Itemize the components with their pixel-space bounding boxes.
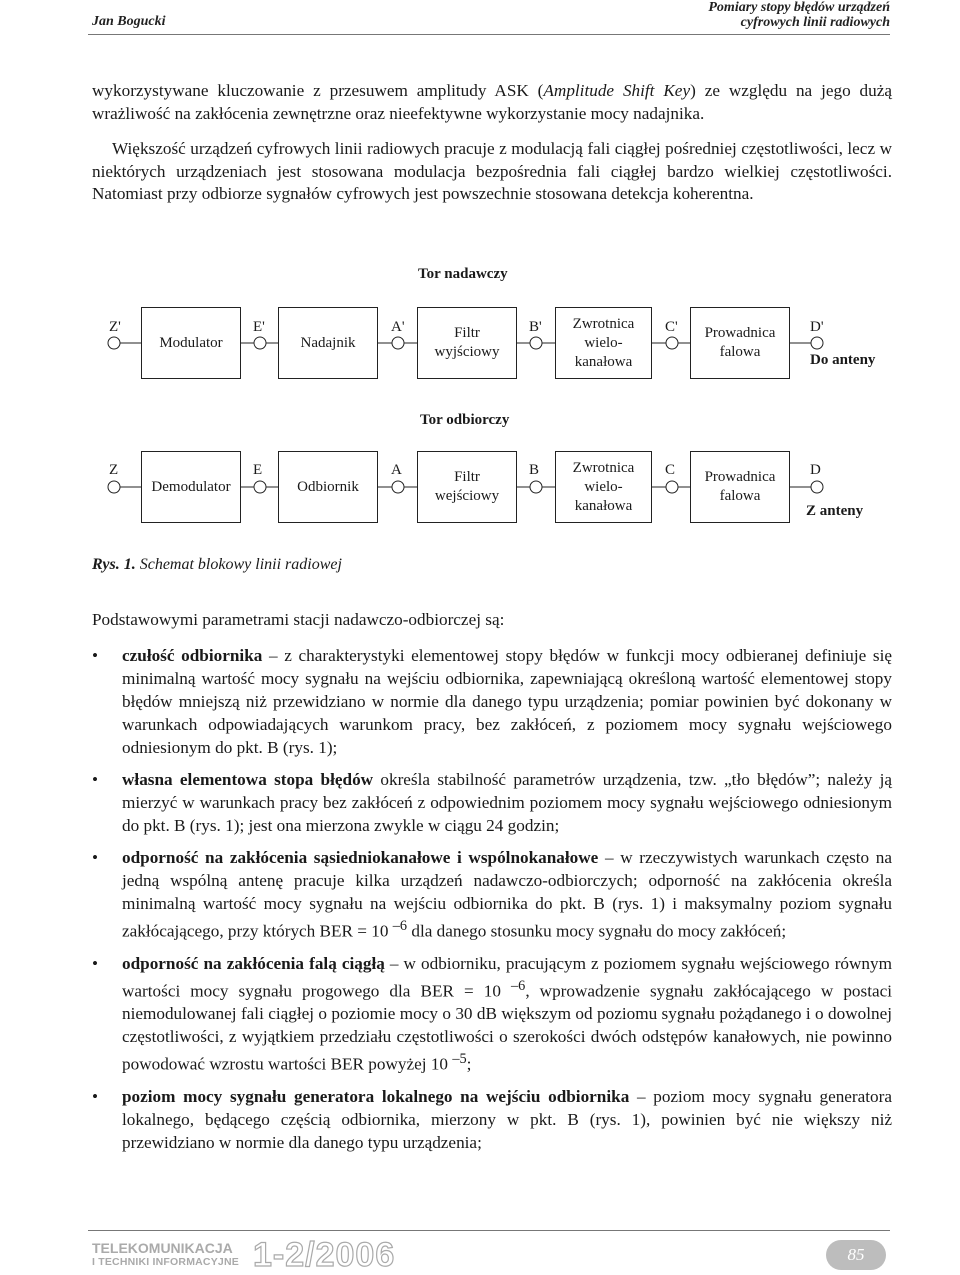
node-circle-tx-2 [392, 337, 404, 349]
list-item-term: odporność na zakłócenia falą ciągłą [122, 953, 385, 973]
node-circle-tx-5 [811, 337, 823, 349]
list-item [92, 768, 892, 837]
node-label-tx-4: C' [665, 319, 678, 335]
list-item-term: poziom mocy sygnału generatora lokalnego na wejściu odbiornika [122, 1087, 630, 1107]
node-circle-tx-0 [108, 337, 120, 349]
list-item-text-tail: , wprowadzenie sygnału zakłócającego w postaci niemodulowanej fali ciągłej o poziomie mocy o 30 dB większym od poziomu sygnału pożądanego i o dowolnej częstotliwości, z wyjątkiem przedziału częstotliwości o szerokości dwóch odstępów kanałowych, nie powinno powodować wzrostu wartości BER powyżej 10 [122, 981, 893, 1075]
list-item-text: – w odbiorniku, pracującym z poziomem sygnału wejściowego równym wartości mocy sygnału progowego dla BER = 10 [122, 953, 892, 1001]
running-header-title-line2: cyfrowych linii radiowych [740, 15, 890, 30]
list-item-text-tail: dla danego stosunku mocy sygnału do mocy zakłóceń; [407, 921, 787, 941]
node-circle-rx-1 [254, 481, 266, 493]
list-item-term: odporność na zakłócenia sąsiedniokanałowe i wspólnokanałowe [122, 848, 599, 867]
list-item-text-tail-2: ; [466, 1055, 472, 1075]
figure-caption [92, 556, 342, 574]
list-item-exponent: –6 [392, 918, 408, 934]
bullet-icon: • [92, 770, 99, 789]
block-filtr-wejsciowy: Filtr wejściowy [417, 451, 517, 523]
antenna-label-rx: Z anteny [806, 503, 864, 519]
block-prowadnica-tx: Prowadnica falowa [690, 307, 790, 379]
journal-logo [92, 1241, 239, 1269]
bullet-icon: • [92, 953, 99, 973]
list-item [92, 1085, 892, 1154]
bullet-icon: • [92, 1087, 99, 1107]
list-item [92, 846, 892, 943]
block-filtr-wyjsciowy: Filtr wyjściowy [417, 307, 517, 379]
list-item-exponent: –6 [510, 977, 526, 994]
page-number: 85 [826, 1240, 886, 1270]
antenna-label-tx: Do anteny [810, 352, 876, 368]
node-label-rx-1: E [253, 462, 263, 478]
block-odbiornik: Odbiornik [278, 451, 378, 523]
paragraph-2: Większość urządzeń cyfrowych linii radiowych pracuje z modulacją fali ciągłej pośredniej częstotliwości, lecz w niektórych urządzeniach jest stosowana modulacja bezpośrednia fali ciągłej bardzo wielkiej częstotliwości. Natomiast przy odbiorze sygnałów cyfrowych jest powszechnie stosowana detekcja koherentna. [92, 139, 892, 203]
diagram-tx-title: Tor nadawczy [418, 266, 508, 282]
list-item [92, 952, 892, 1076]
paragraph-1-italic: Amplitude Shift Key [543, 81, 691, 100]
node-label-tx-3: B' [529, 319, 542, 335]
node-label-rx-3: B [529, 462, 540, 478]
node-circle-rx-3 [530, 481, 542, 493]
list-item-text: – w rzeczywistych warunkach często na jedną wspólną antenę pracuje kilka urządzeń nadawczo-odbiorczych; odporność na zakłócenia określa minimalną wartość mocy sygnału na wejściu odbiornika do pkt. B (rys. 1) i maksymalny poziom sygnału zakłócającego, przy których BER = 10 [122, 848, 893, 941]
block-zwrotnica-tx: Zwrotnica wielo- kanałowa [555, 307, 652, 379]
figure-caption-label: Rys. 1. [92, 556, 136, 573]
bullet-icon: • [92, 646, 99, 665]
figure-caption-text: Schemat blokowy linii radiowej [139, 556, 342, 573]
list-item-text: – poziom mocy sygnału generatora lokalnego, będącego częścią odbiornika, mierzony w pkt. B (rys. 1), powinien być nie większy niż przewidziano w normie dla danego typu urządzenia; [122, 1087, 892, 1153]
footer-rule [88, 1230, 890, 1231]
node-label-rx-5: D [810, 462, 821, 478]
paragraph-1-post: ) ze względu na jego dużą wrażliwość na zakłócenia zewnętrzne oraz nieefektywne wykorzystanie mocy nadajnika. [92, 81, 892, 123]
block-modulator: Modulator [141, 307, 241, 379]
issue-number: 1-2/2006 [253, 1236, 396, 1274]
journal-name-line2: I TECHNIKI INFORMACYJNE [92, 1256, 239, 1268]
node-circle-tx-3 [530, 337, 542, 349]
node-label-tx-1: E' [253, 319, 265, 335]
journal-name-line1: TELEKOMUNIKACJA [92, 1240, 233, 1256]
node-circle-tx-1 [254, 337, 266, 349]
list-item-text: – z charakterystyki elementowej stopy błędów w funkcji mocy odbieranej definiuje się minimalną wartość mocy sygnału na wejściu odbiornika, zapewniającą określoną wartość elementowej stopy błędów mniejszą niż przewidziano w normie dla danego typu urządzenia; pomiar powinien być dokonany w warunkach odpowiadających warunkom pracy, bez zakłóceń, z poziomem mocy sygnału wejściowego odniesionym do pkt. B (rys. 1); [122, 646, 892, 757]
node-label-rx-2: A [391, 462, 402, 478]
block-prowadnica-rx: Prowadnica falowa [690, 451, 790, 523]
running-header-title-line1: Pomiary stopy błędów urządzeń [708, 0, 890, 15]
list-item-exponent-2: –5 [452, 1051, 467, 1068]
list-item-text: określa stabilność parametrów urządzenia, tzw. „tło błędów”; należy ją mierzyć w warunkach pracy bez zakłóceń z odpowiednim poziomem mocy sygnału wejściowego odniesionym do pkt. B (rys. 1); jest ona mierzona zwykle w ciągu 24 godzin; [122, 770, 892, 835]
list-item-term: własna elementowa stopa błędów [122, 770, 374, 789]
node-label-tx-5: D' [810, 319, 824, 335]
block-zwrotnica-rx: Zwrotnica wielo- kanałowa [555, 451, 652, 523]
list-item-term: czułość odbiornika [122, 646, 263, 665]
running-header-author: Jan Bogucki [92, 14, 166, 29]
block-nadajnik: Nadajnik [278, 307, 378, 379]
paragraph-1-pre: wykorzystywane kluczowanie z przesuwem amplitudy ASK ( [92, 81, 544, 100]
list-intro: Podstawowymi parametrami stacji nadawczo-odbiorczej są: [92, 610, 505, 629]
node-label-tx-0: Z' [109, 319, 121, 335]
node-circle-rx-5 [811, 481, 823, 493]
node-circle-tx-4 [666, 337, 678, 349]
parameter-list [92, 644, 892, 1163]
diagram-rx-title: Tor odbiorczy [420, 412, 510, 428]
node-circle-rx-4 [666, 481, 678, 493]
list-item [92, 644, 892, 759]
node-circle-rx-2 [392, 481, 404, 493]
node-circle-rx-0 [108, 481, 120, 493]
node-label-rx-4: C [665, 462, 676, 478]
node-label-rx-0: Z [109, 462, 119, 478]
block-demodulator: Demodulator [141, 451, 241, 523]
node-label-tx-2: A' [391, 319, 405, 335]
bullet-icon: • [92, 848, 99, 867]
